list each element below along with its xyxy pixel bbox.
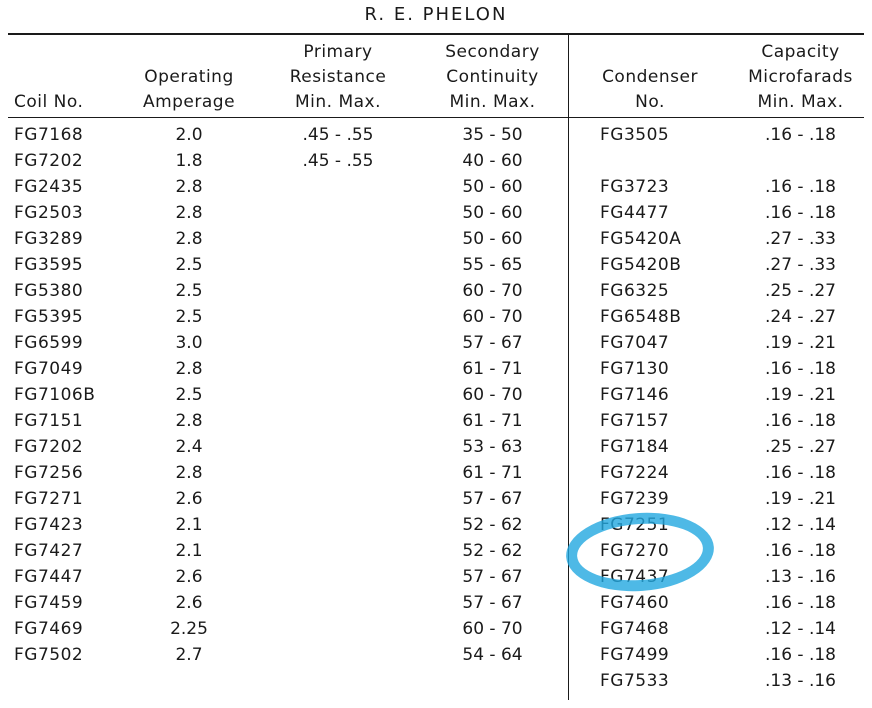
condenser-number-cell: FG5420B [600,255,682,275]
coil-number-cell: FG7202 [14,437,84,457]
capacity-cell: .12 - .14 [764,515,836,535]
primary-resistance-cell [268,616,408,642]
condenser-number-cell: FG3723 [600,177,670,197]
amperage-cell: 2.7 [175,645,203,665]
coil-number-cell: FG3289 [14,229,84,249]
coil-number-cell: FG3595 [14,255,84,275]
amperage-cell: 2.1 [175,515,203,535]
coil-number-cell: FG7469 [14,619,84,639]
condenser-number-cell: FG7047 [600,333,670,353]
coil-number-cell: FG7049 [14,359,84,379]
capacity-cell: .12 - .14 [764,619,836,639]
capacity-cell: .16 - .18 [764,411,836,431]
capacity-cell: .16 - .18 [764,593,836,613]
coil-number-cell: FG7423 [14,515,84,535]
primary-resistance-cell [268,512,408,538]
condenser-number-cell: FG7533 [600,671,670,691]
secondary-continuity-cell: 57 - 67 [462,567,523,587]
capacity-cell: .25 - .27 [764,437,836,457]
condenser-number-cell: FG7146 [600,385,670,405]
coil-number-cell: FG5380 [14,281,84,301]
condenser-number-cell: FG7437 [600,567,670,587]
primary-resistance-cell [268,252,408,278]
condenser-number-cell: FG7468 [600,619,670,639]
condenser-number-cell: FG7251 [600,515,670,535]
header-secondary-continuity: Secondary Continuity Min. Max. [445,42,540,112]
amperage-cell: 2.5 [175,307,203,327]
condenser-number-cell: FG4477 [600,203,670,223]
primary-resistance-cell: .45 - .55 [302,125,374,145]
secondary-continuity-cell: 50 - 60 [462,177,523,197]
capacity-cell: .16 - .18 [764,463,836,483]
amperage-cell: 2.8 [175,411,203,431]
primary-resistance-cell [268,590,408,616]
amperage-cell: 2.4 [175,437,203,457]
secondary-continuity-cell: 40 - 60 [462,151,523,171]
secondary-continuity-cell: 53 - 63 [462,437,523,457]
secondary-continuity-cell: 52 - 62 [462,515,523,535]
coil-number-cell: FG6599 [14,333,84,353]
capacity-cell: .16 - .18 [764,177,836,197]
capacity-cell: .16 - .18 [764,359,836,379]
secondary-continuity-cell: 57 - 67 [462,593,523,613]
primary-resistance-cell [268,434,408,460]
capacity-cell: .16 - .18 [764,645,836,665]
amperage-cell: 2.8 [175,177,203,197]
condenser-number-cell: FG3505 [600,125,670,145]
secondary-continuity-cell: 60 - 70 [462,619,523,639]
condenser-number-cell: FG7157 [600,411,670,431]
coil-number-cell: FG7168 [14,125,84,145]
primary-resistance-cell [268,486,408,512]
header-primary-resistance: Primary Resistance Min. Max. [289,42,387,112]
capacity-cell: .24 - .27 [764,307,836,327]
coil-number-cell: FG7271 [14,489,84,509]
primary-resistance-cell [268,460,408,486]
condenser-number-cell: FG7270 [600,541,670,561]
condenser-number-cell [600,148,720,174]
primary-resistance-cell [268,174,408,200]
page-title: R. E. PHELON [364,4,508,25]
coil-number-cell: FG7106B [14,385,96,405]
coil-number-cell: FG5395 [14,307,84,327]
condenser-number-cell: FG6325 [600,281,670,301]
condenser-number-cell: FG6548B [600,307,682,327]
condenser-number-cell: FG7460 [600,593,670,613]
capacity-cell: .16 - .18 [764,203,836,223]
primary-resistance-cell [268,226,408,252]
secondary-continuity-cell: 50 - 60 [462,203,523,223]
amperage-cell: 2.6 [175,593,203,613]
primary-resistance-cell [268,538,408,564]
header-coil: Coil No. [14,92,84,112]
coil-number-cell: FG7502 [14,645,84,665]
capacity-cell: .19 - .21 [764,489,836,509]
primary-resistance-column [268,122,408,668]
secondary-continuity-cell: 61 - 71 [462,359,523,379]
secondary-continuity-cell: 35 - 50 [462,125,523,145]
secondary-continuity-cell: 50 - 60 [462,229,523,249]
capacity-cell: .27 - .33 [764,255,836,275]
capacity-cell [738,148,863,174]
secondary-continuity-cell: 55 - 65 [462,255,523,275]
capacity-cell: .27 - .33 [764,229,836,249]
amperage-cell: 2.0 [175,125,203,145]
coil-number-cell: FG7459 [14,593,84,613]
column-divider [568,34,569,700]
amperage-cell: 2.25 [170,619,208,639]
condenser-number-cell: FG5420A [600,229,682,249]
secondary-continuity-cell: 54 - 64 [462,645,523,665]
capacity-cell: .16 - .18 [764,125,836,145]
coil-number-cell: FG7256 [14,463,84,483]
capacity-cell: .19 - .21 [764,385,836,405]
secondary-continuity-cell: 61 - 71 [462,463,523,483]
capacity-column [738,122,863,694]
capacity-cell: .25 - .27 [764,281,836,301]
secondary-continuity-cell: 60 - 70 [462,307,523,327]
capacity-cell: .13 - .16 [764,567,836,587]
amperage-cell: 1.8 [175,151,203,171]
coil-number-cell: FG7151 [14,411,84,431]
amperage-cell: 2.8 [175,359,203,379]
condenser-number-cell: FG7239 [600,489,670,509]
coil-column [14,122,134,668]
primary-resistance-cell [268,356,408,382]
amperage-cell: 2.8 [175,229,203,249]
primary-resistance-cell [268,200,408,226]
primary-resistance-cell [268,304,408,330]
secondary-continuity-cell: 60 - 70 [462,385,523,405]
secondary-continuity-cell: 61 - 71 [462,411,523,431]
amperage-column [134,122,244,668]
secondary-continuity-cell: 52 - 62 [462,541,523,561]
capacity-cell: .16 - .18 [764,541,836,561]
condenser-number-cell: FG7224 [600,463,670,483]
condenser-number-cell: FG7499 [600,645,670,665]
header-condenser: Condenser No. [602,67,698,112]
condenser-number-cell: FG7184 [600,437,670,457]
coil-number-cell: FG2503 [14,203,84,223]
primary-resistance-cell [268,330,408,356]
condenser-number-cell: FG7130 [600,359,670,379]
amperage-cell: 2.1 [175,541,203,561]
capacity-cell: .13 - .16 [764,671,836,691]
secondary-continuity-cell: 57 - 67 [462,333,523,353]
primary-resistance-cell [268,382,408,408]
amperage-cell: 2.5 [175,255,203,275]
primary-resistance-cell [268,642,408,668]
amperage-cell: 2.8 [175,463,203,483]
secondary-continuity-column [430,122,555,668]
primary-resistance-cell [268,278,408,304]
coil-number-cell: FG7447 [14,567,84,587]
amperage-cell: 2.6 [175,567,203,587]
primary-resistance-cell: .45 - .55 [302,151,374,171]
coil-number-cell: FG7202 [14,151,84,171]
amperage-cell: 2.5 [175,281,203,301]
header-rule [8,117,864,118]
condenser-column [600,122,720,694]
header-capacity: Capacity Microfarads Min. Max. [748,42,853,112]
secondary-continuity-cell: 60 - 70 [462,281,523,301]
top-rule [8,33,864,35]
amperage-cell: 2.6 [175,489,203,509]
coil-number-cell: FG2435 [14,177,84,197]
primary-resistance-cell [268,564,408,590]
header-amperage: Operating Amperage [142,67,236,112]
capacity-cell: .19 - .21 [764,333,836,353]
amperage-cell: 2.5 [175,385,203,405]
amperage-cell: 2.8 [175,203,203,223]
primary-resistance-cell [268,408,408,434]
secondary-continuity-cell: 57 - 67 [462,489,523,509]
amperage-cell: 3.0 [175,333,203,353]
coil-number-cell: FG7427 [14,541,84,561]
